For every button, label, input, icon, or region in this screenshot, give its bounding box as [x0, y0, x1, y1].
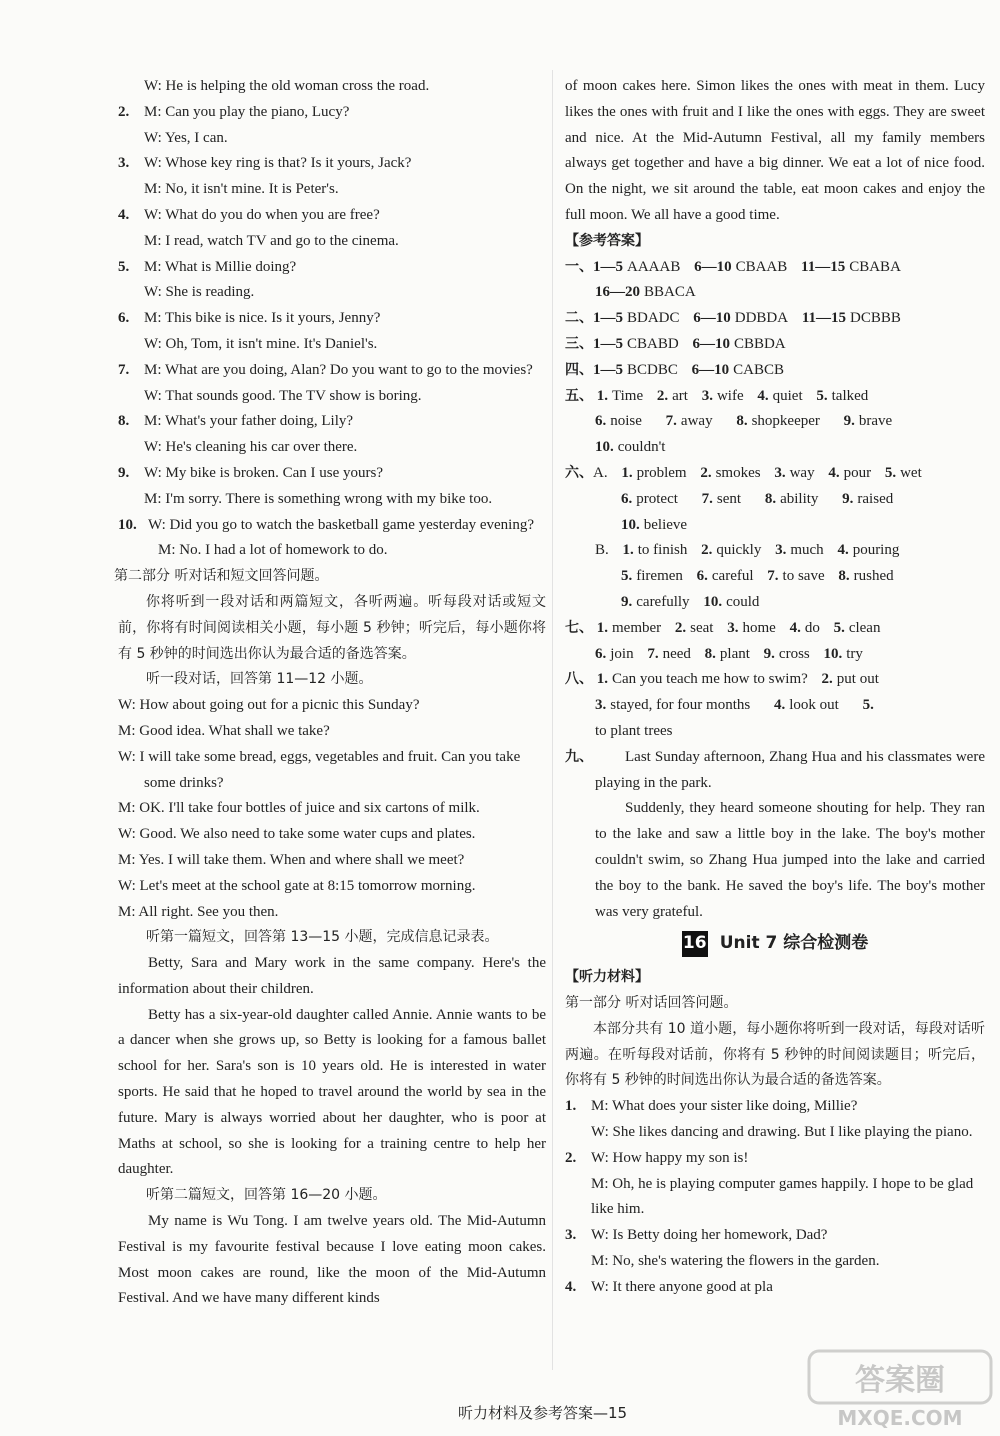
- dialog-line: M: All right. See you then.: [118, 903, 279, 920]
- question-3: 3. W: Whose key ring is that? Is it yours, Jack?: [118, 155, 412, 172]
- right-column: [565, 74, 985, 1301]
- answer-section-5-cont: 10. couldn't: [595, 439, 666, 456]
- question-2: 2. W: How happy my son is!: [565, 1149, 749, 1166]
- unit-number-badge: 16: [682, 931, 708, 957]
- dialog-line: M: Oh, he is playing computer games happily. I hope to be glad like him.: [591, 1175, 974, 1218]
- answers-title: 【参考答案】: [565, 232, 649, 249]
- question-9: 9. W: My bike is broken. Can I use yours?: [118, 464, 383, 481]
- part1-instructions: 本部分共有 10 道小题，每小题你将听到一段对话，每段对话听两遍。在听每段对话前，你将有 5 秒钟的时间阅读题目；听完后，你将有 5 秒钟的时间选出你认为最合适的备选答案。: [565, 1020, 985, 1089]
- dialog-line: M: I read, watch TV and go to the cinema.: [144, 232, 399, 249]
- passage2-continuation: of moon cakes here. Simon likes the ones with meat in them. Lucy likes the ones with fruit and I like the ones with eggs. They are sweet and nice. At the Mid-Autumn Festival, all my family members always get together and have a big dinner. We eat a lot of nice food. On the night, we sit around the table, eat moon cakes and enjoy the full moon. We all have a good time.: [565, 78, 985, 223]
- question-2: 2. M: Can you play the piano, Lucy?: [118, 103, 350, 120]
- part1-title: 第一部分 听对话回答问题。: [565, 995, 738, 1012]
- page-footer: 听力材料及参考答案—15: [458, 1404, 628, 1422]
- answer-section-5-cont: 6. noise 7. away 8. shopkeeper 9. brave: [595, 413, 893, 430]
- dialog-line: W: Oh, Tom, it isn't mine. It's Daniel's.: [144, 335, 378, 352]
- question-4: 4. W: What do you do when you are free?: [118, 206, 380, 223]
- dialog-line: M: No. I had a lot of homework to do.: [158, 542, 388, 559]
- listening-title: 【听力材料】: [565, 969, 649, 986]
- dialog-line: M: I'm sorry. There is something wrong with my bike too.: [144, 490, 493, 507]
- question-3: 3. W: Is Betty doing her homework, Dad?: [565, 1227, 828, 1244]
- dialog-line: W: He's cleaning his car over there.: [144, 439, 358, 456]
- question-5: 5. M: What is Millie doing?: [118, 258, 297, 275]
- essay-paragraph: Last Sunday afternoon, Zhang Hua and his classmates were playing in the park.: [595, 748, 985, 791]
- passage1-intro: 听第一篇短文，回答第 13—15 小题，完成信息记录表。: [146, 929, 499, 946]
- passage2-paragraph: My name is Wu Tong. I am twelve years old. The Mid-Autumn Festival is my favourite festival because I love eating moon cakes. Most moon cakes are round, like the moon of the Mid-Autumn Festival. And we have many different kinds: [118, 1213, 546, 1307]
- dialog-line: M: No, she's watering the flowers in the garden.: [591, 1253, 880, 1270]
- dialog-line: M: No, it isn't mine. It is Peter's.: [144, 181, 339, 198]
- dialog-line: W: I will take some bread, eggs, vegetables and fruit. Can you take some drinks?: [118, 748, 521, 791]
- answer-section-8-cont: to plant trees: [595, 722, 673, 739]
- answer-section-1-cont: 16—20 BBACA: [595, 284, 696, 301]
- dialog-line: W: That sounds good. The TV show is boring.: [144, 387, 422, 404]
- answer-section-6a-cont: 6. protect 7. sent 8. ability 9. raised: [621, 490, 894, 507]
- part2-instructions: 你将听到一段对话和两篇短文，各听两遍。听每段对话或短文前，你将有时间阅读相关小题，每小题 5 秒钟；听完后，每小题你将有 5 秒钟的时间选出你认为最合适的备选答案。: [118, 593, 546, 662]
- answer-section-6b: B. 1. to finish 2. quickly 3. much 4. pouring: [595, 542, 900, 559]
- question-4: 4. W: It there anyone good at pla: [565, 1278, 773, 1295]
- answer-section-5: 五、 1. Time 2. art 3. wife 4. quiet 5. talked: [565, 387, 869, 404]
- dialog-line: W: Let's meet at the school gate at 8:15 tomorrow morning.: [118, 877, 476, 894]
- question-1: 1. M: What does your sister like doing, Millie?: [565, 1098, 858, 1115]
- answer-section-4: 四、1—5 BCDBC 6—10 CABCB: [565, 361, 784, 378]
- answer-section-6a: 六、A. 1. problem 2. smokes 3. way 4. pour 5. wet: [565, 464, 922, 481]
- unit-header: [565, 931, 985, 957]
- dialog-line: W: Yes, I can.: [144, 129, 228, 146]
- dialog-line: W: She is reading.: [144, 284, 255, 301]
- passage2-intro: 听第二篇短文，回答第 16—20 小题。: [146, 1187, 387, 1204]
- answer-section-6b-cont: 5. firemen 6. careful 7. to save 8. rushed: [621, 568, 894, 585]
- answer-section-7-cont: 6. join 7. need 8. plant 9. cross 10. try: [595, 645, 863, 662]
- answer-section-6a-cont: 10. believe: [621, 516, 688, 533]
- answer-section-2: 二、1—5 BDADC 6—10 DDBDA 11—15 DCBBB: [565, 310, 901, 327]
- essay-paragraph: Suddenly, they heard someone shouting for help. They ran to the lake and saw a little boy in the lake. The boy's mother couldn't swim, so Zhang Hua jumped into the lake and carried the boy to the bank. He saved the boy's life. The boy's mother was very grateful.: [595, 800, 985, 920]
- question-7: 7. M: What are you doing, Alan? Do you want to go to the movies?: [118, 361, 533, 378]
- unit-title: Unit 7 综合检测卷: [719, 933, 869, 954]
- svg-text:MXQE.COM: MXQE.COM: [837, 1406, 963, 1430]
- answer-section-8: 八、 1. Can you teach me how to swim? 2. put out: [565, 671, 879, 688]
- question-6: 6. M: This bike is nice. Is it yours, Jenny?: [118, 310, 381, 327]
- dialog-line: M: Yes. I will take them. When and where shall we meet?: [118, 851, 465, 868]
- answer-section-6b-cont: 9. carefully 10. could: [621, 593, 760, 610]
- dialog-line: W: How about going out for a picnic this Sunday?: [118, 697, 420, 714]
- dialog-line: M: OK. I'll take four bottles of juice and six cartons of milk.: [118, 800, 480, 817]
- question-8: 8. M: What's your father doing, Lily?: [118, 413, 354, 430]
- question-10: 10. W: Did you go to watch the basketball game yesterday evening?: [118, 516, 534, 533]
- answer-section-3: 三、1—5 CBABD 6—10 CBBDA: [565, 335, 786, 352]
- part2-title: 第二部分 听对话和短文回答问题。: [114, 568, 329, 585]
- answer-section-8-cont: 3. stayed, for four months 4. look out 5.: [595, 697, 874, 714]
- passage1-paragraph: Betty has a six-year-old daughter called Annie. Annie wants to be a dancer when she grows up, so Betty is looking for a famous ballet school for her. Sara's son is 10 years old. He is interested in water sports. He said that he hoped to travel around the world by sea in the future. Mary is always worried about her daughter, who is poor at Maths at school, so she is looking for a training centre to help her daughter.: [118, 1006, 546, 1178]
- column-divider: [552, 70, 553, 1370]
- dialog-line: W: She likes dancing and drawing. But I like playing the piano.: [591, 1124, 973, 1141]
- dialog-line: M: Good idea. What shall we take?: [118, 722, 330, 739]
- svg-text:答案圈: 答案圈: [855, 1363, 945, 1398]
- watermark-logo: [805, 1345, 995, 1430]
- answer-section-9: 九、 Last Sunday afternoon, Zhang Hua and his classmates were playing in the park. Suddenly, they heard someone shouting for help. They ran to the lake and saw a little boy in the lake. The boy's mother couldn't swim, so Zhang Hua jumped into the lake and carried the boy to the bank. He saved the boy's life. The boy's mother was very grateful.: [565, 745, 985, 926]
- answer-section-1: 一、1—5 AAAAB 6—10 CBAAB 11—15 CBABA: [565, 258, 901, 275]
- left-column: [114, 74, 546, 1312]
- dialog-line: W: He is helping the old woman cross the road.: [144, 78, 430, 94]
- dialog-line: W: Good. We also need to take some water cups and plates.: [118, 826, 476, 843]
- dialog-intro: 听一段对话，回答第 11—12 小题。: [146, 671, 373, 688]
- answer-section-7: 七、 1. member 2. seat 3. home 4. do 5. clean: [565, 619, 881, 636]
- passage1-paragraph: Betty, Sara and Mary work in the same company. Here's the information about their children.: [118, 955, 546, 997]
